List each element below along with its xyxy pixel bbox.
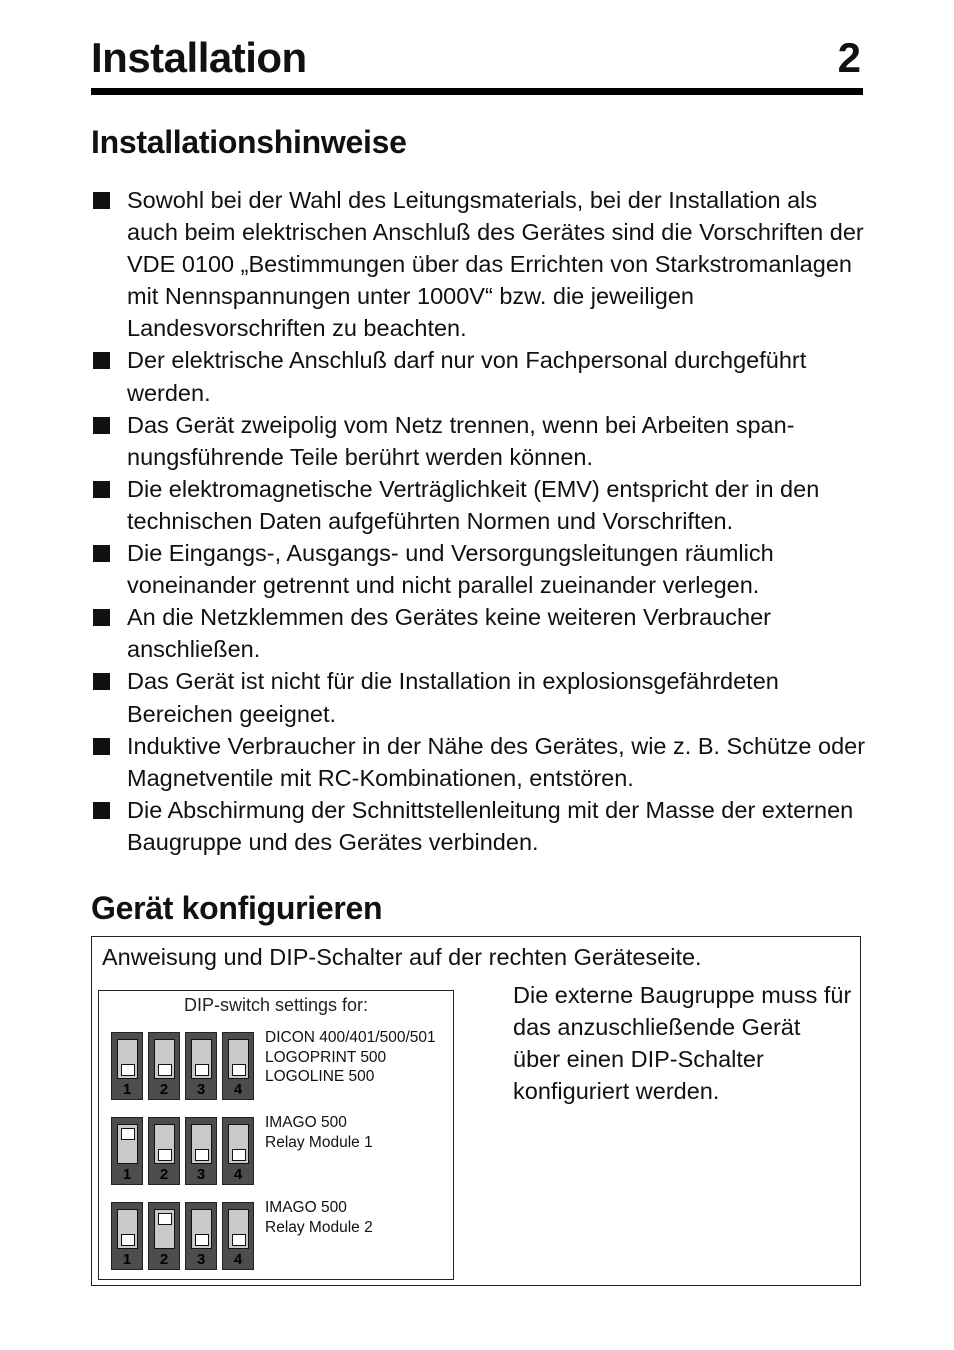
bullet-square-icon [93,192,110,209]
list-item [91,344,871,408]
dip-switch-number: 2 [159,1251,169,1268]
installation-list [91,184,871,858]
list-item-text: Induktive Verbraucher in der Nähe des Gerätes, wie z. B. Schütze oder Magnetventile mit RC-Kombinationen, entstören. [127,732,866,791]
dip-switch-knob [158,1064,172,1076]
bullet-square-icon [93,609,110,626]
list-item-text: Das Gerät zweipolig vom Netz trennen, wenn bei Arbeiten spannungsführende Teile berührt werden können. [127,411,795,470]
dip-group-labels [265,1198,373,1237]
dip-switch-panel [98,990,454,1280]
dip-switch-slot [154,1124,175,1164]
dip-switch-number: 3 [196,1251,206,1268]
dip-switch-knob [158,1149,172,1161]
dip-switch-slot [191,1209,212,1249]
dip-group-label: Relay Module 1 [265,1133,373,1151]
dip-switch [185,1202,217,1270]
dip-switch-knob [232,1064,246,1076]
dip-switch-row [111,1032,257,1102]
page-header [91,30,863,90]
dip-switch-number: 2 [159,1166,169,1183]
dip-group [111,1114,451,1187]
dip-switch-slot [117,1039,138,1079]
list-item-text: Die elektromagnetische Verträglichkeit (EMV) entspricht der in den technischen Daten aufgeführten Normen und Vorschriften. [127,475,820,534]
dip-switch-knob [121,1064,135,1076]
bullet-square-icon [93,545,110,562]
dip-switch [148,1032,180,1100]
list-item [91,473,871,537]
list-item [91,665,871,729]
dip-switch-number: 1 [122,1081,132,1098]
config-intro: Anweisung und DIP-Schalter auf der rechten Geräteseite. [102,944,702,970]
list-item [91,794,871,858]
dip-group-labels [265,1028,436,1087]
dip-switch [111,1117,143,1185]
dip-switch-slot [117,1124,138,1164]
list-item-text: An die Netzklemmen des Gerätes keine weiteren Verbraucher anschließen. [127,604,771,663]
dip-group [111,1199,451,1272]
dip-switch [111,1032,143,1100]
dip-group-label: IMAGO 500 [265,1114,347,1131]
dip-switch [185,1032,217,1100]
dip-switch-number: 1 [122,1251,132,1268]
list-item [91,409,871,473]
config-heading: Gerät konfigurieren [91,890,383,926]
dip-group-labels [265,1113,373,1152]
dip-switch-slot [228,1039,249,1079]
bullet-square-icon [93,673,110,690]
list-item-text: Das Gerät ist nicht für die Installation in explosionsgefährdeten Bereichen geeignet. [127,668,779,727]
dip-switch-row [111,1117,257,1187]
dip-panel-title: DIP-switch settings for: [183,995,369,1015]
dip-switch-slot [228,1124,249,1164]
dip-switch-slot [228,1209,249,1249]
dip-switch [111,1202,143,1270]
dip-switch-slot [191,1124,212,1164]
dip-switch-knob [121,1234,135,1246]
dip-switch-row [111,1202,257,1272]
dip-group-label: LOGOPRINT 500 [265,1048,387,1066]
dip-switch-slot [154,1209,175,1249]
chapter-number: 2 [837,34,861,81]
dip-group-label: Relay Module 2 [265,1218,373,1236]
dip-switch-knob [195,1064,209,1076]
list-item-text: Die Eingangs-, Ausgangs- und Versorgungsleitungen räumlich voneinander getrennt und nicht parallel zueinander verlegen. [127,540,774,599]
config-note: Die externe Baugruppe muss für das anzuschließende Gerät über einen DIP-Schalter konfiguriert werden. [513,982,852,1105]
bullet-square-icon [93,481,110,498]
dip-switch-number: 3 [196,1081,206,1098]
dip-group [111,1029,451,1102]
dip-switch-knob [232,1234,246,1246]
dip-group-label: IMAGO 500 [265,1199,347,1216]
bullet-square-icon [93,738,110,755]
installation-heading: Installationshinweise [91,124,407,160]
dip-switch-slot [117,1209,138,1249]
dip-group-label: LOGOLINE 500 [265,1068,375,1086]
dip-switch [185,1117,217,1185]
dip-switch-number: 3 [196,1166,206,1183]
dip-switch-knob [158,1213,172,1225]
chapter-title: Installation [91,34,307,81]
dip-switch-knob [195,1149,209,1161]
dip-switch [222,1202,254,1270]
dip-switch-number: 2 [159,1081,169,1098]
dip-group-label: DICON 400/401/500/501 [265,1029,436,1046]
bullet-square-icon [93,417,110,434]
dip-switch-number: 4 [233,1251,243,1268]
bullet-square-icon [93,802,110,819]
dip-switch-knob [195,1234,209,1246]
list-item-text: Der elektrische Anschluß darf nur von Fachpersonal durchgeführt werden. [127,347,807,406]
dip-switch-number: 4 [233,1081,243,1098]
bullet-square-icon [93,352,110,369]
dip-switch [148,1117,180,1185]
dip-switch [222,1117,254,1185]
list-item [91,537,871,601]
config-box [91,936,861,1286]
dip-switch-number: 1 [122,1166,132,1183]
dip-switch-slot [154,1039,175,1079]
list-item [91,730,871,794]
list-item-text: Sowohl bei der Wahl des Leitungsmaterials, bei der Installation als auch beim elektrischen Anschluß des Gerätes sind die Vorschriften der VDE 0100 „Bestimmungen über das Errichten von Starkstromanlagen mit Nennspannungen unter 1000V“ bzw. die jeweiligen Landesvorschriften zu beachten. [127,187,864,342]
dip-switch-knob [232,1149,246,1161]
header-rule [91,88,863,95]
dip-switch-knob [121,1128,135,1140]
dip-switch [222,1032,254,1100]
dip-switch-slot [191,1039,212,1079]
dip-switch [148,1202,180,1270]
list-item [91,184,871,344]
dip-switch-number: 4 [233,1166,243,1183]
list-item [91,601,871,665]
list-item-text: Die Abschirmung der Schnittstellenleitung mit der Masse der externen Baugruppe und des Gerätes verbinden. [127,796,854,855]
